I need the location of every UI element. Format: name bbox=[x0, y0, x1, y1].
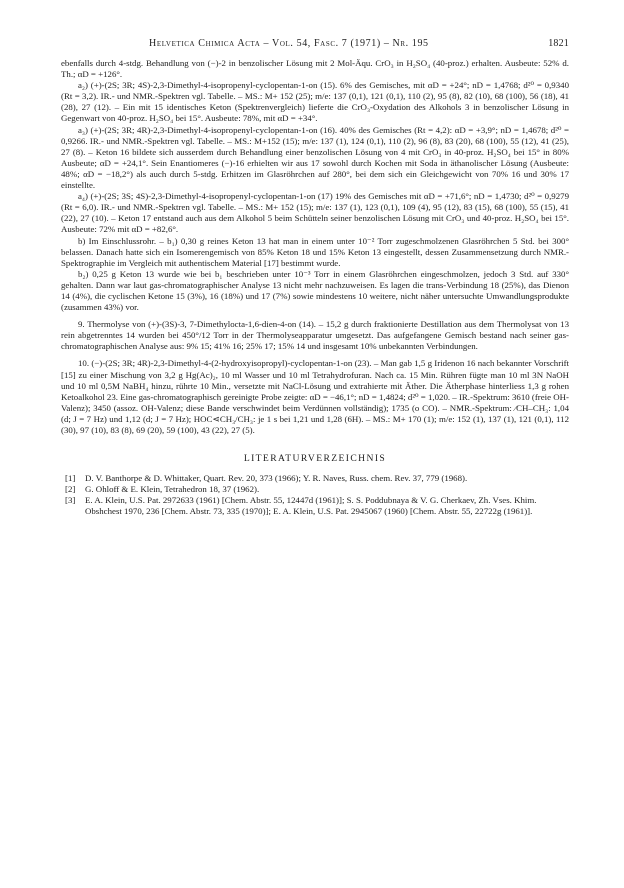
paragraph-a3: a₃) (+)-(2S; 3R; 4R)-2,3-Dimethyl-4-isopropenyl-cyclopentan-1-on (16). 40% des Gemisches (Rt = 4,2): αD = +3,9°; nD = 1,4678; d²⁰ = 0,9266. IR.- und NMR.-Spektren vgl. Tabelle. – MS.: M+152 (15); m/e: 137 (1), 124 (0,1), 110 (2), 96 (8), 83 (20), 68 (100), 55 (12), 41 (25), 27 (8). – Keton 16 bildete sich ausserdem durch Behandlung einer benzolischen Lösung von 4 mit CrO₃ in 40-proz. H₂SO₄ bei 15° in 80% Ausbeute; αD = +24,1°. Sein Enantiomeres (−)-16 erhielten wir aus 17 sowohl durch Kochen mit Soda in äthanolischer Lösung (Ausbeute: 48%; αD = −18,2°) als auch durch 5-stdg. Erhitzen im Glasröhrchen auf 280°, bei dem sich ein Gleichgewicht von 70% 16 und 30% 17 einstellte. bbox=[61, 124, 569, 191]
page-number: 1821 bbox=[548, 38, 569, 49]
section-9-thermolysis: 9. Thermolyse von (+)-(3S)-3, 7-Dimethylocta-1,6-dien-4-on (14). – 15,2 g durch fraktionierte Destillation aus dem Thermolysat von 13 rein abgetrenntes 14 wurden bei 450°/12 Torr in der Thermolyseapparatur umgesetzt. Das aufgefangene Gemisch bestand nach seiner gas-chromatographischen Analyse aus: 9% 15; 41% 16; 25% 17; 15% 14 und insgesamt 10% unbekannten Verbindungen. bbox=[61, 319, 569, 352]
reference-text: G. Ohloff & E. Klein, Tetrahedron 18, 37 (1962). bbox=[85, 484, 260, 495]
paragraph-b2: b₂) 0,25 g Keton 13 wurde wie bei b₁ beschrieben unter 10⁻³ Torr in einem Glasröhrchen eingeschmolzen, jedoch 3 Std. auf 330° gehalten. Dann war laut gas-chromatographischer Analyse 13 nicht mehr nachzuweisen. Es lagen die trans-Verbindung 18 (25%), das Dienon 14 (4%), die cyclischen Ketone 15 (3%), 16 (18%) und 17 (7%) sowie mindestens 10 weitere, nicht näher untersuchte Umwandlungsprodukte (zusammen 43%) vor. bbox=[61, 268, 569, 313]
paragraph-continuation: ebenfalls durch 4-stdg. Behandlung von (−)-2 in benzolischer Lösung mit 2 Mol-Äqu. CrO₃ in H₂SO₄ (40-proz.) erhalten. Ausbeute: 52% d. Th.; αD = +126°. bbox=[61, 58, 569, 80]
reference-list bbox=[61, 473, 569, 517]
journal-page bbox=[61, 38, 569, 517]
section-10-hydroxy-ketone: 10. (−)-(2S; 3R; 4R)-2,3-Dimethyl-4-(2-hydroxyisopropyl)-cyclopentan-1-on (23). – Man gab 1,5 g Iridenon 16 nach bekannter Vorschrift [15] zu einer Mischung von 3,2 g Hg(Ac)₂, 10 ml Wasser und 10 ml Tetrahydrofuran. Nach ca. 15 Min. Rühren fügte man 10 ml 3N NaOH und 10 ml 0,5M NaBH₄ hinzu, rührte 10 Min., versetzte mit NaCl-Lösung und extrahierte mit Äther. Die Ätherphase hinterliess 1,3 g rohen Ketoalkohol 23. Eine gas-chromatographisch gereinigte Probe zeigte: αD = −46,1°; nD = 1,4824; d²⁰ = 1,020. – IR.-Spektrum: 3610 (freie OH-Valenz); 3450 (assoz. OH-Valenz; diese Bande verschwindet beim Verdünnen vollständig); 1735 (o CO). – NMR.-Spektrum: ⁄CH–CH₃: 1,04 (d; J = 7 Hz) und 1,12 (d; J = 7 Hz); HOC⋖CH₃/CH₃: je 1 s bei 1,21 und 1,28 (6H). – MS.: M+ 170 (1); m/e: 152 (1), 137 (1), 121 (0,1), 112 (30), 97 (10), 83 (8), 69 (20), 59 (100), 43 (22), 27 (5). bbox=[61, 358, 569, 435]
reference-number: [3] bbox=[65, 495, 76, 506]
reference-item bbox=[61, 484, 569, 495]
reference-number: [1] bbox=[65, 473, 76, 484]
paragraph-a4: a₄) (+)-(2S; 3S; 4S)-2,3-Dimethyl-4-isopropenyl-cyclopentan-1-on (17) 19% des Gemisches mit αD = +71,6°; nD = 1,4730; d²⁰ = 0,9279 (Rt = 6,0). IR.- und NMR.-Spektren vgl. Tabelle. – MS.: M+ 152 (15); m/e: 137 (1), 123 (0,1), 109 (4), 95 (12), 83 (15), 68 (100), 55 (15), 41 (22), 27 (10). – Keton 17 entstand auch aus dem Alkohol 5 beim Schütteln seiner benzolischen Lösung mit CrO₃ und 40-proz. H₂SO₄ bei 15°. Ausbeute: 72% mit αD = +82,6°. bbox=[61, 191, 569, 235]
running-title: Helvetica Chimica Acta – Vol. 54, Fasc. 7 (1971) – Nr. 195 bbox=[149, 38, 429, 49]
reference-item bbox=[61, 473, 569, 484]
article-body bbox=[61, 58, 569, 436]
paragraph-b1: b) Im Einschlussrohr. – b₁) 0,30 g reines Keton 13 hat man in einem unter 10⁻² Torr zugeschmolzenen Glasröhrchen 5 Std. bei 300° belassen. Danach hatte sich ein Isomerengemisch von 85% Keton 18 und 15% Keton 13 eingestellt, dessen Zusammensetzung durch NMR.-Spektrographie im Vergleich mit authentischem Material [17] bestimmt wurde. bbox=[61, 235, 569, 268]
running-header bbox=[61, 38, 569, 54]
paragraph-a2: a₂) (+)-(2S; 3R; 4S)-2,3-Dimethyl-4-isopropenyl-cyclopentan-1-on (15). 6% des Gemisches, mit αD = +24°; nD = 1,4768; d²⁰ = 0,9340 (Rt = 3,2). IR.- und NMR.-Spektren vgl. Tabelle. – MS.: M+ 152 (25); m/e: 137 (0,1), 121 (0,1), 110 (2), 95 (8), 82 (10), 68 (100), 56 (18), 41 (28), 27 (12). – Ein mit 15 identisches Keton (Spektrenvergleich) lieferte die CrO₃-Oxydation des Alkohols 3 in benzolischer Lösung in Gegenwart von 40-proz. H₂SO₄ bei 15°. Ausbeute: 78%, mit αD = +34°. bbox=[61, 80, 569, 124]
reference-number: [2] bbox=[65, 484, 76, 495]
references-heading: LITERATURVERZEICHNIS bbox=[243, 453, 387, 465]
reference-item bbox=[61, 495, 569, 517]
reference-text: E. A. Klein, U.S. Pat. 2972633 (1961) [Chem. Abstr. 55, 12447d (1961)]; S. S. Poddubnaya & V. G. Cherkaev, Zh. Vses. Khim. Obshchest 1970, 236 [Chem. Abstr. 73, 335 (1970)]; E. A. Klein, U.S. Pat. 2945067 (1960) [Chem. Abstr. 55, 22722g (1961)]. bbox=[85, 495, 537, 517]
reference-text: D. V. Banthorpe & D. Whittaker, Quart. Rev. 20, 373 (1966); Y. R. Naves, Russ. chem. Rev. 37, 779 (1968). bbox=[85, 473, 468, 484]
